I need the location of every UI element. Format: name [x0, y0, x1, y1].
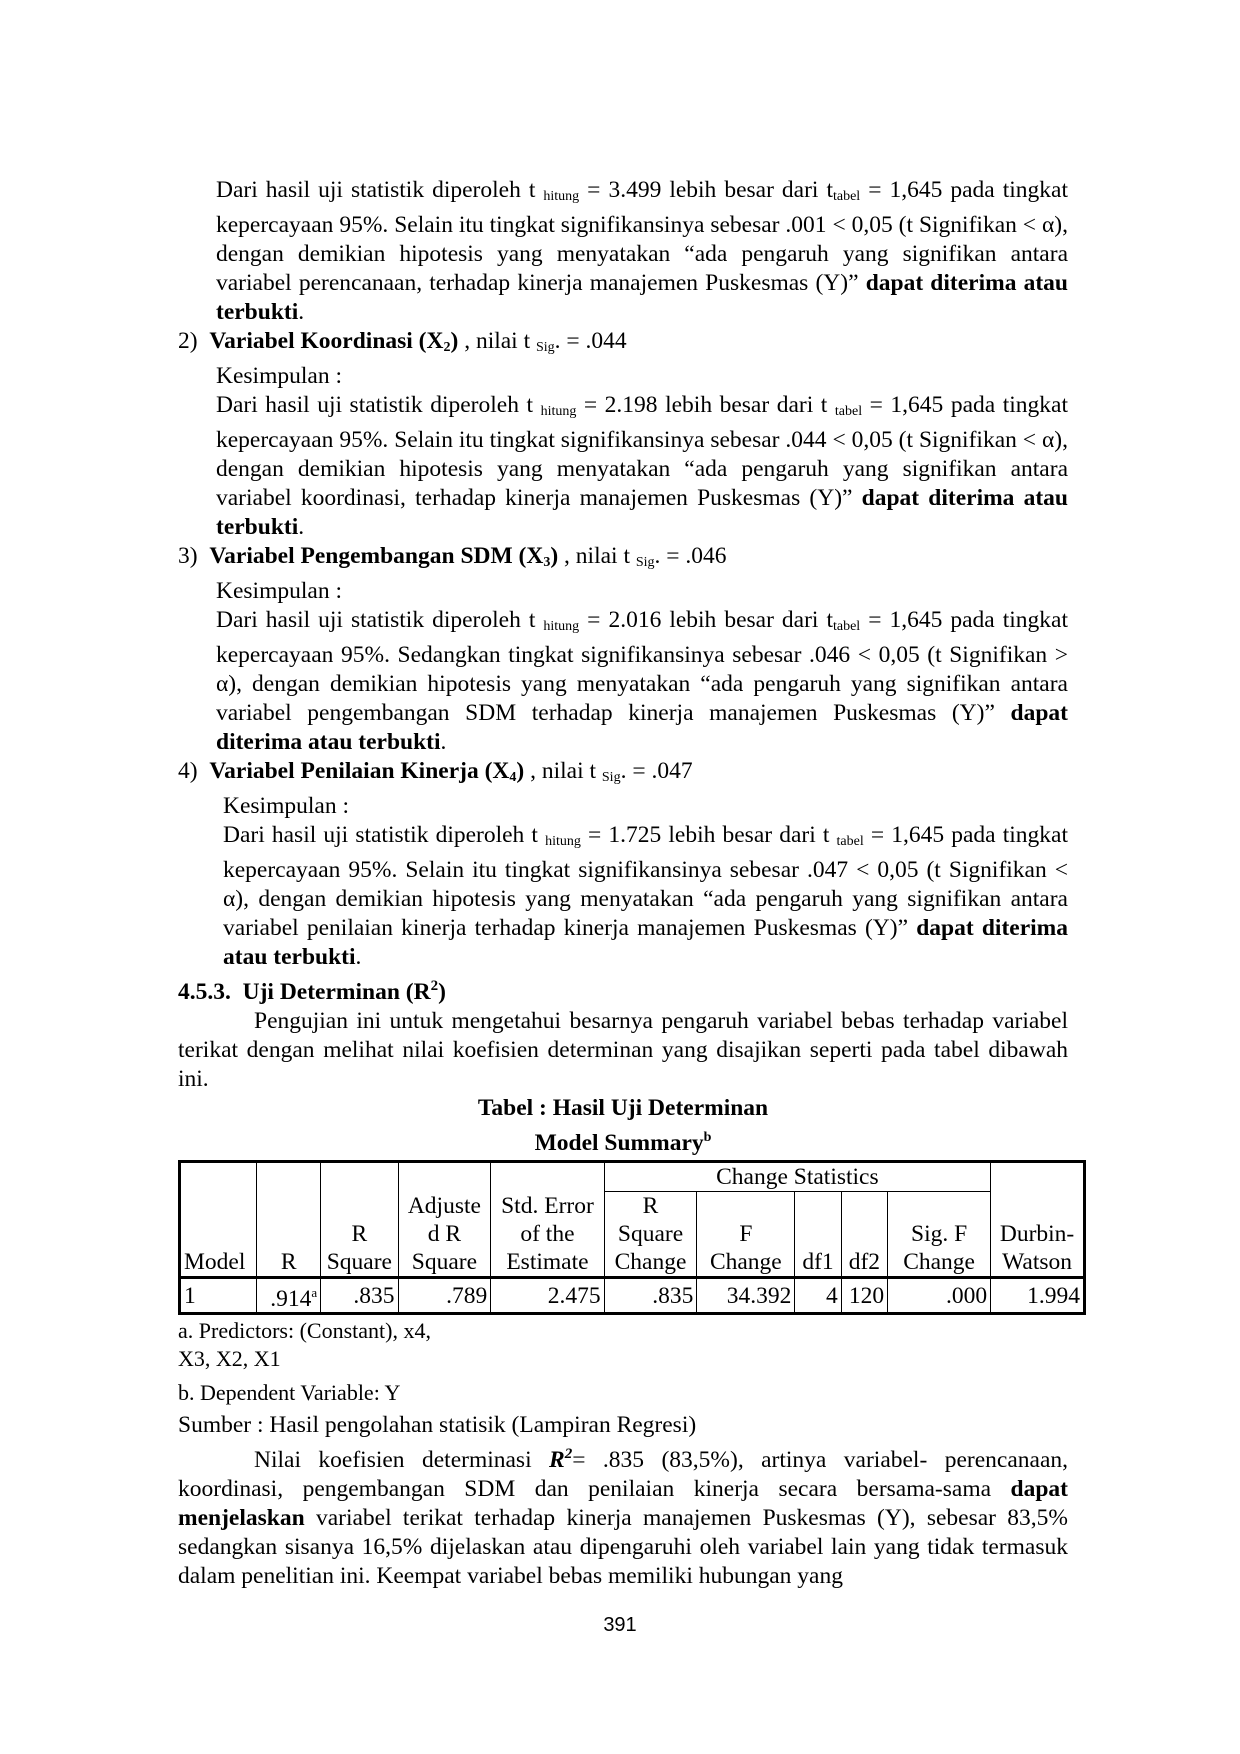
text: Estimate [506, 1248, 589, 1275]
cell-sig-f-change: .000 [888, 1277, 991, 1314]
closing-paragraph [178, 1440, 1068, 1591]
text: . [298, 299, 305, 325]
item-number: 4) [178, 758, 198, 784]
conclusion-paragraph [216, 391, 1068, 542]
model-summary-table [178, 1160, 1086, 1316]
text: Std. Error [501, 1192, 594, 1219]
header-cell [257, 1161, 321, 1191]
text: = 3.499 lebih besar dari t [579, 177, 833, 203]
text: Dari hasil uji statistik diperoleh t [216, 392, 541, 418]
text: = 1,645 pada tingkat kepercayaan 95%. Selain itu tingkat signifikansinya sebesar .044 < 0,05 (t Signifikan < α), dengan demikian hipotesis yang menyatakan “ada pengaruh yang signifikan antara variabel koordinasi, terhadap kinerja manajemen Puskesmas (Y)” [216, 392, 1068, 511]
subscript: hitung [545, 834, 581, 849]
bold-text: dapat diterima atau terbukti [216, 485, 1068, 540]
header-adjusted-r-square [398, 1191, 491, 1277]
text: Nilai koefisien determinasi [254, 1447, 550, 1474]
text: = 2.016 lebih besar dari t [579, 607, 833, 633]
bold-text: dapat menjelaskan [178, 1476, 1068, 1532]
table-note: a. Predictors: (Constant), x4, [178, 1318, 431, 1344]
kesimpulan-label: Kesimpulan : [216, 363, 342, 389]
list-item-pengembangan-sdm [178, 542, 1068, 757]
header-cell [398, 1161, 491, 1191]
text: Durbin- [999, 1220, 1075, 1247]
change-statistics-header: Change Statistics [604, 1161, 990, 1191]
text: Square [326, 1248, 392, 1275]
text: Model Summary [534, 1129, 704, 1156]
superscript: 2 [430, 978, 439, 994]
subscript: tabel [834, 404, 863, 419]
subscript: tabel [836, 834, 864, 849]
subscript: 4 [509, 770, 517, 785]
table-notes [178, 1317, 1068, 1407]
table-header-row [180, 1191, 1085, 1277]
text: of the [520, 1220, 575, 1247]
item-title: Variabel Pengembangan SDM (X [209, 543, 544, 569]
text: . = .047 [620, 758, 693, 784]
kesimpulan-label: Kesimpulan : [216, 578, 342, 604]
bold-text: dapat diterima atau terbukti [216, 700, 1068, 755]
text: . [440, 729, 447, 755]
header-f-change [697, 1191, 795, 1277]
text: Dari hasil uji statistik diperoleh t [216, 177, 544, 203]
text: Square [617, 1220, 684, 1247]
text: . [298, 514, 305, 540]
text: , nilai t [458, 328, 536, 354]
text: = .835 (83,5%), artinya variabel- perencanaan, koordinasi, pengembangan SDM dan penilaian kinerja secara bersama-sama [178, 1447, 1068, 1503]
text: ) [450, 328, 459, 354]
cell-durbin-watson: 1.994 [991, 1277, 1085, 1314]
text: . = .044 [554, 328, 627, 354]
table-note: b. Dependent Variable: Y [178, 1380, 401, 1406]
table-source: Sumber : Hasil pengolahan statisik (Lampiran Regresi) [178, 1412, 697, 1439]
text: Square [411, 1248, 478, 1275]
text: Change [903, 1248, 975, 1275]
text: Change [709, 1248, 782, 1275]
list-item-koordinasi [178, 327, 1068, 542]
subscript: Sig [635, 555, 655, 570]
subscript: Sig [601, 770, 621, 785]
conclusion-paragraph [216, 606, 1068, 757]
table-note: X3, X2, X1 [178, 1346, 281, 1372]
list-item-penilaian-kinerja [178, 757, 1068, 972]
header-cell [321, 1161, 398, 1191]
header-df2: df2 [841, 1191, 887, 1277]
superscript: a [311, 1284, 318, 1300]
cell-r-square-change: .835 [604, 1277, 697, 1314]
text: R [351, 1220, 368, 1247]
item-title: Variabel Penilaian Kinerja (X [209, 758, 510, 784]
header-r-square [321, 1191, 398, 1277]
kesimpulan-label: Kesimpulan : [223, 793, 349, 819]
header-durbin-watson [991, 1191, 1085, 1277]
conclusion-paragraph-x1 [216, 176, 1068, 327]
text: Change [614, 1248, 687, 1275]
text: Adjuste [407, 1192, 481, 1219]
cell-r-square: .835 [321, 1277, 398, 1314]
cell-adjusted-r-square: .789 [398, 1277, 491, 1314]
header-cell [991, 1161, 1085, 1191]
subscript: hitung [540, 404, 577, 419]
subscript: Sig [535, 340, 555, 355]
header-r: R [257, 1191, 321, 1277]
text: R [549, 1447, 565, 1474]
text: . = .046 [654, 543, 727, 569]
superscript: 2 [564, 1446, 573, 1463]
header-df1: df1 [795, 1191, 841, 1277]
table-row [180, 1277, 1085, 1314]
text: = 2.198 lebih besar dari t [576, 392, 835, 418]
header-cell [180, 1161, 257, 1191]
table-title: Tabel : Hasil Uji Determinan [477, 1094, 769, 1121]
text: Watson [1002, 1248, 1073, 1275]
section-heading [178, 972, 1068, 1007]
text: Dari hasil uji statistik diperoleh t [216, 607, 544, 633]
subscript: 2 [443, 340, 451, 355]
header-std-error [491, 1191, 604, 1277]
item-heading [178, 757, 1068, 792]
text: F [739, 1220, 753, 1247]
text: ) [516, 758, 525, 784]
text: ) [438, 978, 446, 1005]
bold-text: dapat diterima atau terbukti [223, 915, 1068, 970]
table-subtitle [178, 1123, 1068, 1158]
text: R [642, 1192, 659, 1219]
text: = 1,645 pada tingkat kepercayaan 95%. Selain itu tingkat signifikansinya sebesar .001 < 0,05 (t Signifikan < α), dengan demikian hipotesis yang menyatakan “ada pengaruh yang signifikan antara variabel perencanaan, terhadap kinerja manajemen Puskesmas (Y)” [216, 177, 1068, 296]
subscript: hitung [543, 619, 580, 634]
text: variabel terikat terhadap kinerja manajemen Puskesmas (Y), sebesar 83,5% sedangkan sisanya 16,5% dijelaskan atau dipengaruhi oleh variabel lain yang tidak termasuk dalam penelitian ini. Keempat variabel bebas memiliki hubungan yang [178, 1505, 1068, 1590]
cell-df2: 120 [841, 1277, 887, 1314]
item-heading [178, 327, 1068, 362]
section-number: 4.5.3. [178, 978, 231, 1005]
text: = 1.725 lebih besar dari t [580, 822, 837, 848]
cell-df1: 4 [795, 1277, 841, 1314]
header-cell [491, 1161, 604, 1191]
subscript: 3 [543, 555, 551, 570]
item-number: 3) [178, 543, 198, 569]
text: , nilai t [524, 758, 602, 784]
cell-r [257, 1277, 321, 1314]
cell-model: 1 [180, 1277, 257, 1314]
header-r-square-change [604, 1191, 697, 1277]
text: Sig. F [911, 1220, 968, 1247]
conclusion-paragraph [223, 821, 1068, 972]
bold-text: dapat diterima atau terbukti [216, 270, 1068, 325]
text: ) [550, 543, 559, 569]
text: = 1,645 pada tingkat kepercayaan 95%. Sedangkan tingkat signifikansinya sebesar .046 < 0,05 (t Signifikan > α), dengan demikian hipotesis yang menyatakan “ada pengaruh yang signifikan antara variabel pengembangan SDM terhadap kinerja manajemen Puskesmas (Y)” [216, 607, 1068, 726]
section-title: Uji Determinan (R [242, 978, 431, 1005]
superscript: b [703, 1129, 712, 1145]
subscript: tabel [832, 189, 861, 204]
item-number: 2) [178, 328, 198, 354]
page-content [178, 176, 1080, 1591]
text: d R [427, 1220, 462, 1247]
text: Dari hasil uji statistik diperoleh t [223, 822, 546, 848]
table-header-row [180, 1161, 1085, 1191]
cell-f-change: 34.392 [697, 1277, 795, 1314]
intro-paragraph: Pengujian ini untuk mengetahui besarnya pengaruh variabel bebas terhadap variabel terikat dengan melihat nilai koefisien determinan yang disajikan seperti pada tabel dibawah ini. [178, 1007, 1068, 1092]
text: = 1,645 pada tingkat kepercayaan 95%. Selain itu tingkat signifikansinya sebesar .047 < 0,05 (t Signifikan < α), dengan demikian hipotesis yang menyatakan “ada pengaruh yang signifikan antara variabel penilaian kinerja terhadap kinerja manajemen Puskesmas (Y)” [223, 822, 1068, 941]
item-title: Variabel Koordinasi (X [209, 328, 444, 354]
subscript: hitung [543, 189, 580, 204]
text: .914 [270, 1285, 312, 1312]
page-number: 391 [603, 1614, 637, 1636]
cell-std-error: 2.475 [491, 1277, 604, 1314]
text: . [355, 944, 362, 970]
subscript: tabel [832, 619, 861, 634]
item-heading [178, 542, 1068, 577]
header-model: Model [180, 1191, 257, 1277]
header-sig-f-change [888, 1191, 991, 1277]
text: , nilai t [558, 543, 636, 569]
